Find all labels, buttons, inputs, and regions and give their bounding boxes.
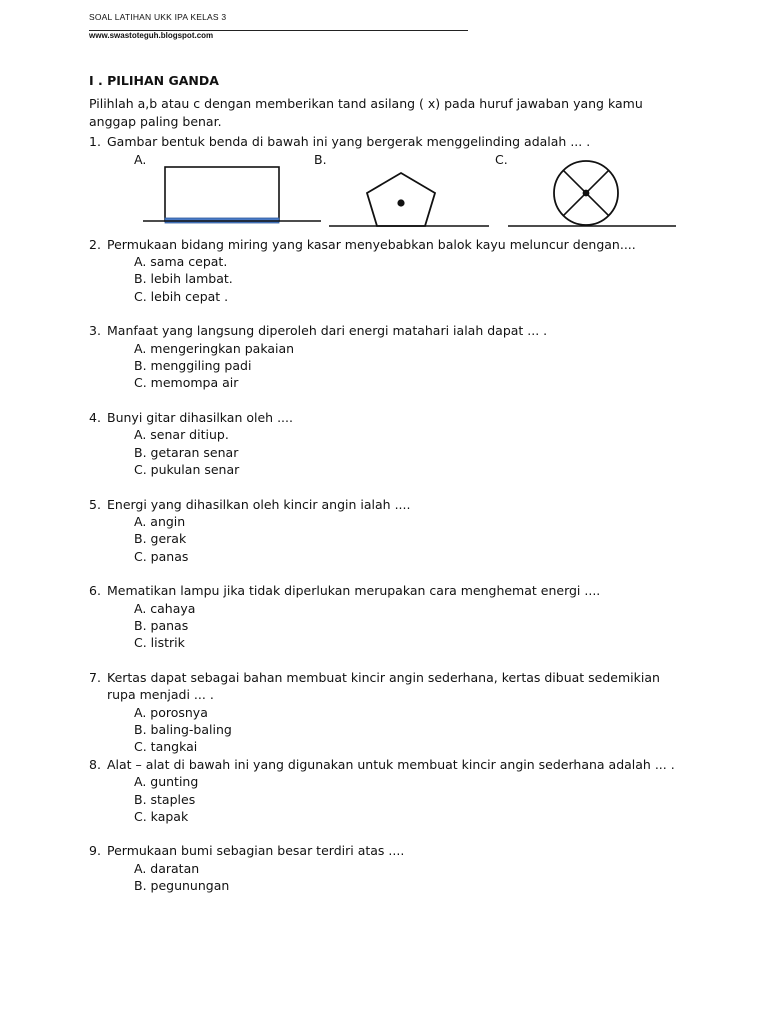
answer-options (134, 513, 689, 565)
question-text: Gambar bentuk benda di bawah ini yang bergerak menggelinding adalah ... . (107, 134, 591, 150)
answer-option-a[interactable]: A. cahaya (134, 600, 196, 616)
answer-option-b[interactable]: B. getaran senar (134, 444, 239, 460)
section-title: I . PILIHAN GANDA (89, 73, 219, 88)
question-text: Alat – alat di bawah ini yang digunakan untuk membuat kincir angin sederhana adalah ... . (107, 756, 675, 772)
answer-options (134, 860, 689, 895)
wheel-hub (583, 189, 590, 196)
answer-option-c[interactable]: C. pukulan senar (134, 462, 240, 478)
question-text: Permukaan bumi sebagian besar terdiri atas .... (107, 843, 405, 859)
answer-option-a[interactable]: A. senar ditiup. (134, 427, 229, 443)
answer-option-a[interactable]: A. gunting (134, 774, 199, 790)
question-text: Bunyi gitar dihasilkan oleh .... (107, 409, 293, 425)
answer-option-b[interactable]: B. baling-baling (134, 721, 232, 737)
question-number: 6. (89, 583, 101, 599)
question-6 (89, 582, 689, 652)
answer-option-a[interactable]: A. daratan (134, 860, 200, 876)
answer-options (134, 340, 689, 392)
answer-options (134, 426, 689, 478)
document-body (89, 72, 689, 895)
block-shape (165, 167, 279, 221)
answer-option-a[interactable]: A. sama cepat. (134, 254, 228, 270)
answer-option-a[interactable]: A. porosnya (134, 704, 208, 720)
answer-option-b[interactable]: B. pegunungan (134, 878, 230, 894)
figure-label-c: C. (495, 151, 508, 167)
question-number: 9. (89, 843, 101, 859)
question-text: Kertas dapat sebagai bahan membuat kincir angin sederhana, kertas dibuat sedemikian rupa menjadi ... . (107, 669, 660, 703)
answer-option-c[interactable]: C. tangkai (134, 739, 198, 755)
question-number: 1. (89, 134, 101, 150)
answer-option-b[interactable]: B. gerak (134, 531, 187, 547)
answer-option-b[interactable]: B. panas (134, 617, 189, 633)
question-9 (89, 842, 689, 894)
question-8 (89, 756, 689, 826)
question-text: Permukaan bidang miring yang kasar menyebabkan balok kayu meluncur dengan.... (107, 236, 636, 252)
answer-option-c[interactable]: C. lebih cepat . (134, 288, 229, 304)
question-number: 4. (89, 409, 101, 425)
answer-option-c[interactable]: C. memompa air (134, 375, 239, 391)
answer-option-b[interactable]: B. staples (134, 791, 196, 807)
pentagon-center-dot (397, 199, 404, 206)
answer-option-c[interactable]: C. listrik (134, 635, 185, 651)
question-4 (89, 409, 689, 479)
figure-label-b: B. (314, 151, 327, 167)
question-text: Energi yang dihasilkan oleh kincir angin ialah .... (107, 496, 411, 512)
question-number: 8. (89, 756, 101, 772)
header-url: www.swastoteguh.blogspot.com (89, 31, 214, 40)
answer-option-c[interactable]: C. panas (134, 548, 189, 564)
rectangle-block-figure (141, 165, 323, 227)
question-number: 3. (89, 323, 101, 339)
answer-option-b[interactable]: B. lebih lambat. (134, 271, 233, 287)
question-3 (89, 322, 689, 392)
pentagon-figure (325, 165, 493, 227)
answer-options (134, 253, 689, 305)
answer-options (134, 773, 689, 825)
question-2 (89, 236, 689, 306)
question-number: 5. (89, 496, 101, 512)
question-text: Manfaat yang langsung diperoleh dari energi matahari ialah dapat ... . (107, 323, 548, 339)
question-number: 7. (89, 669, 101, 685)
answer-option-a[interactable]: A. angin (134, 513, 186, 529)
figure-options (89, 151, 689, 227)
answer-option-c[interactable]: C. kapak (134, 809, 189, 824)
question-5 (89, 496, 689, 566)
instruction-text: Pilihlah a,b atau c dengan memberikan tand asilang ( x) pada huruf jawaban yang kamu anggap paling benar. (89, 96, 643, 129)
header-title: SOAL LATIHAN UKK IPA KELAS 3 (89, 12, 227, 22)
question-1 (89, 133, 689, 226)
answer-options (134, 600, 689, 652)
question-7 (89, 669, 689, 756)
question-text: Mematikan lampu jika tidak diperlukan merupakan cara menghemat energi .... (107, 583, 601, 599)
wheel-figure (506, 159, 678, 227)
question-number: 2. (89, 236, 101, 252)
figure-label-a: A. (134, 151, 147, 167)
answer-option-a[interactable]: A. mengeringkan pakaian (134, 340, 295, 356)
answer-option-b[interactable]: B. menggiling padi (134, 358, 252, 374)
answer-options (134, 704, 689, 756)
